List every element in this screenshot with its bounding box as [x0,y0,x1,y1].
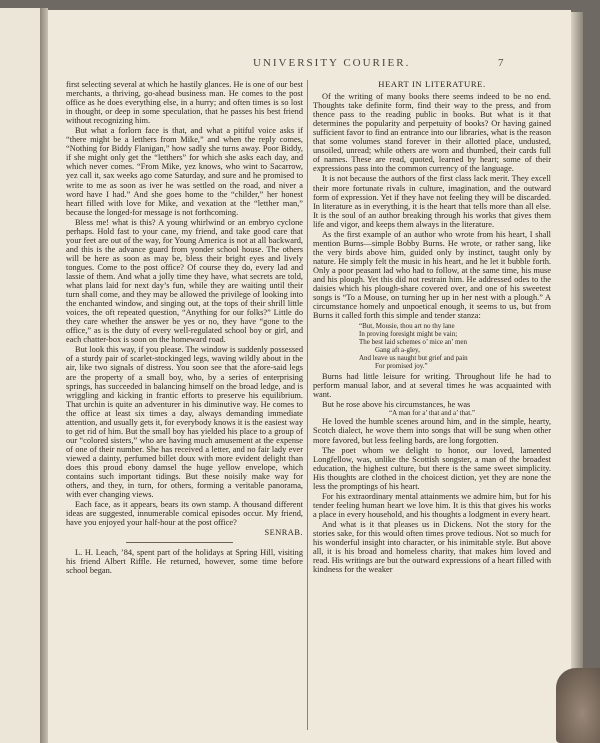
inline-quote: “A man for a’ that and a’ that.” [388,409,476,418]
article-title: HEART IN LITERATURE. [378,79,486,89]
book-gutter [40,8,48,743]
paragraph: Each face, as it appears, bears its own stamp. A thousand different ideas are suggested, innumerable comical episodes occur. My friend, have you enjoyed your half-hour at the post office? [66,500,303,528]
signature: SENRAB. [264,528,303,538]
paragraph: But look this way, if you please. The window is suddenly possessed of a sturdy pair of scarlet-stockinged legs, waving wildly about in the air, like two signals of distress. You soon see that the afore-said legs are the property of a small boy, who, by a series of enterprising springs, has succeeded in balancing himself on the broad ledge, and is wriggling and kicking in frantic efforts to preserve his equilibrium. That urchin is quite an adventurer in his diminutive way. He comes to the office at least six times a day, always demanding immediate attention, and usually gets it, for everybody knows it is the easiest way to get rid of him. But the small boy has yielded his place to a group of our “colored sisters,” who are having much amusement at the expense of one of their number. She has received a letter, and no fair lady ever viewed a dainty, perfumed billet doux with more evident delight than does this proud ebony damsel the huge yellow envelope, which contains such important tidings. But these noisily make way for others, and they, in turn, for others, forming a veritable panorama, with ever changing views. [66,345,303,500]
page-edge [571,12,583,743]
poem-line: Gang aft a-gley, [375,346,420,355]
poem-line: “But, Mousie, thou art no thy lane [359,322,455,331]
left-column [66,80,303,575]
paragraph: For his extraordinary mental attainments we admire him, but for his tender feeling human heart we love him. It is this that gives his works a place in every household, and his thoughts a lodgment in every heart. [313,491,551,519]
poem-line: For promised joy.” [375,362,428,371]
paragraph: It is not because the authors of the first class lack merit. They excell their more fortunate rivals in culture, imagination, and the outward form of expression. Yet if they have not feeling they will be discarded. In literature as in everything, it is the heart that tells more than all else. It is the soul of an author breaking through his works that gives them life and vigor, and keeps them always in the literature. [313,174,551,229]
document-page [48,10,571,743]
facing-page [0,8,41,743]
paragraph: He loved the humble scenes around him, and in the simple, hearty, Scotch dialect, he wove them into songs that will be sung when other more favored, but less feeling bards, are long forgotten. [313,417,551,445]
news-item: L. H. Leach, ’84, spent part of the holidays at Spring Hill, visiting his friend Albert Riffle. He returned, however, some time before school began. [66,548,303,576]
paragraph: Of the writing of many books there seems indeed to be no end. Thoughts take definite form, find their way to the press, and from thence pass to the reading public in books. But what is it that determines the popularity and perpetuity of books? Or having gained sufficient favor to find an entrance into our libraries, what is the reason that some volumes stand forever in their allotted place, undusted, unsoiled, unread; while others are worn and thumbed, their cards full of names. These are read, quoted, learned by heart; some of their expressions pass into the common currency of the language. [313,92,551,174]
page-number: 7 [498,57,504,69]
paragraph: But what a forlorn face is that, and what a pitiful voice asks if “there might be a letthers from Mike,” and when the reply comes, “Nothing for Biddy Flanigan,” how sadly she turns away. Poor Biddy, if she might only get the “letthers” for which she asks each day, and which never comes. “From Mike, yez knows, who wint to Sacarrow, yez call it, sax weeks ago come Saturday, and sure and he promised to write to me as soon as iver he was settled on the road, and niver a word have I had.” And she goes home to the “childer,” her honest heart filled with love for Mike, and vexation at the “letther man,” because the longed-for message is not forthcoming. [66,126,303,217]
paragraph: Bless me! what is this? A young whirlwind or an embryo cyclone perhaps. Hold fast to your cane, my friend, and take good care that your feet are out of the way, for Young America is not at all backward, and this is the advance guard from yonder school house. The others will be here as soon as may be, bless their bright eyes and lively tongues. Come to the post office? Of course they do, every lad and lassie of them. And what a jolly time they have, what secrets are told, what plans laid for next day’s fun, while they are waiting until their turn shall come, and they may be allowed the privilege of looking into the enchanted window, and singing out, at the tops of their shrill little voices, the oft repeated question, “Anything for our folks?” Little do they care whether the answer be yes or no, they have “gone to the office,” as is the duty of every well-regulated school boy or girl, and each chatter-box is soon on the homeward road. [66,217,303,345]
right-column [313,80,551,574]
paragraph: As the first example of an author who wrote from his heart, I shall mention Burns—simple Bobby Burns. He wrote, or rather sang, like the very birds above him, guided only by instinct, taught only by nature. He simply felt the music in his heart, and he let it bubble forth. Only a poor peasant lad who had to follow, at the same time, his muse and his plough. Yet this did not restrain him. He addressed odes to the daisies which his plough-share covered over, and one of his sweetest songs is “To a Mouse, on turning her up in her nest with a plough.” A circumstance homely and unpoetical enough, it seems to us, but from Burns it called forth this simple and tender stanza: [313,229,551,321]
scanner-thumb [556,668,600,743]
paragraph: The poet whom we delight to honor, our loved, lamented Longfellow, was, unlike the Scottish songster, a man of the broadest education, the highest culture, but there is the same sweet simplicity. His thoughts are clothed in the choicest diction, yet they are none the less the promptings of his heart. [313,445,551,491]
poem-stanza [359,322,551,370]
poem-line: The best laid schemes o’ mice an’ men [359,338,468,347]
paragraph: Burns had little leisure for writing. Throughout life he had to perform manual labor, and at several times he was acquainted with want. [313,372,551,400]
paragraph: first selecting several at which he hastily glances. He is one of our best merchants, a thriving, go-ahead business man. He comes to the post office as he does everything else, in a hurry; and often times is so lost in thought, or deep in some speculation, that he passes his best friend without recognizing him. [66,80,303,126]
page-header [48,57,571,71]
poem-line: And leave us naught but grief and pain [359,354,468,363]
paragraph: But he rose above his circumstances, he was [322,400,471,410]
column-divider [307,80,308,730]
running-title: UNIVERSITY COURIER. [253,57,411,69]
poem-line: In proving foresight might be vain; [359,330,458,339]
paragraph: And what is it that pleases us in Dickens. Not the story for the stories sake, for this would often times prove tedious. Not so much for his wonderful insight into character, or his inimitable style. But above all, it is his broad and homeless charity, that makes him loved and read. His writings are but the outward expressions of a heart filled with kindness for the weaker [313,519,551,575]
divider-rule [126,542,233,543]
